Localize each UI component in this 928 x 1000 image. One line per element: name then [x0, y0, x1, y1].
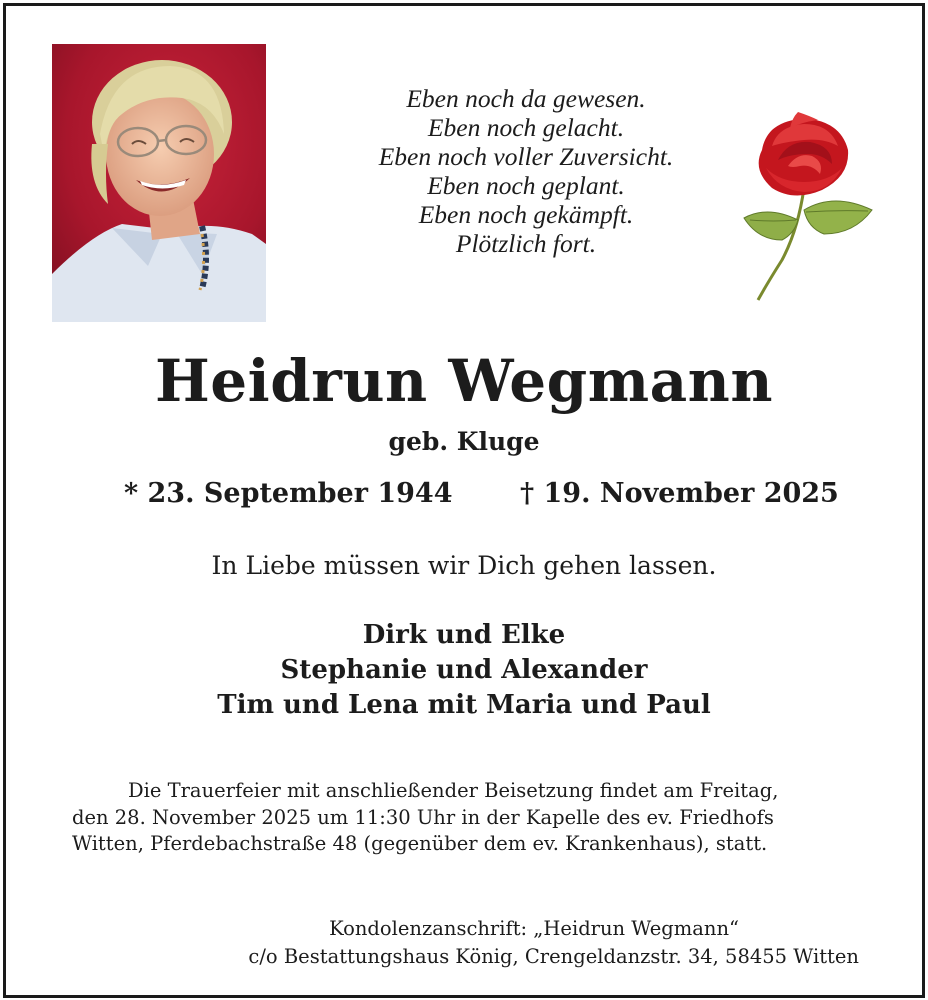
service-notice — [72, 778, 862, 858]
condolence-line: Kondolenzanschrift: „Heidrun Wegmann“ — [329, 917, 739, 940]
deceased-name: Heidrun Wegmann — [154, 347, 774, 415]
poem-line: Eben noch voller Zuversicht. — [378, 142, 674, 171]
condolence-line: c/o Bestattungshaus König, Crengeldanzstr. 34, 58455 Witten — [248, 945, 859, 968]
service-line: Witten, Pferdebachstraße 48 (gegenüber dem ev. Krankenhaus), statt. — [72, 832, 768, 855]
condolence-address — [6, 915, 859, 971]
service-line: Die Trauerfeier mit anschließender Beisetzung findet am Freitag, — [128, 779, 779, 802]
poem-line: Eben noch gekämpft. — [418, 200, 634, 229]
maiden-name: geb. Kluge — [388, 427, 540, 456]
poem-line: Plötzlich fort. — [455, 229, 597, 258]
birth-date: * 23. September 1944 — [124, 478, 453, 509]
red-rose-icon — [738, 110, 878, 302]
family-member: Stephanie und Alexander — [280, 655, 648, 685]
portrait-photo — [52, 44, 266, 322]
service-line: den 28. November 2025 um 11:30 Uhr in der Kapelle des ev. Friedhofs — [72, 805, 774, 829]
family-member: Tim und Lena mit Maria und Paul — [217, 690, 711, 720]
obituary-frame — [3, 3, 925, 998]
poem-line: Eben noch geplant. — [427, 171, 625, 200]
poem-line: Eben noch da gewesen. — [406, 84, 646, 113]
family-member: Dirk und Elke — [362, 620, 566, 650]
poem-line: Eben noch gelacht. — [427, 113, 625, 142]
poem — [306, 84, 746, 258]
family-list — [6, 618, 922, 723]
farewell-text: In Liebe müssen wir Dich gehen lassen. — [211, 551, 717, 580]
death-date: † 19. November 2025 — [520, 478, 839, 509]
